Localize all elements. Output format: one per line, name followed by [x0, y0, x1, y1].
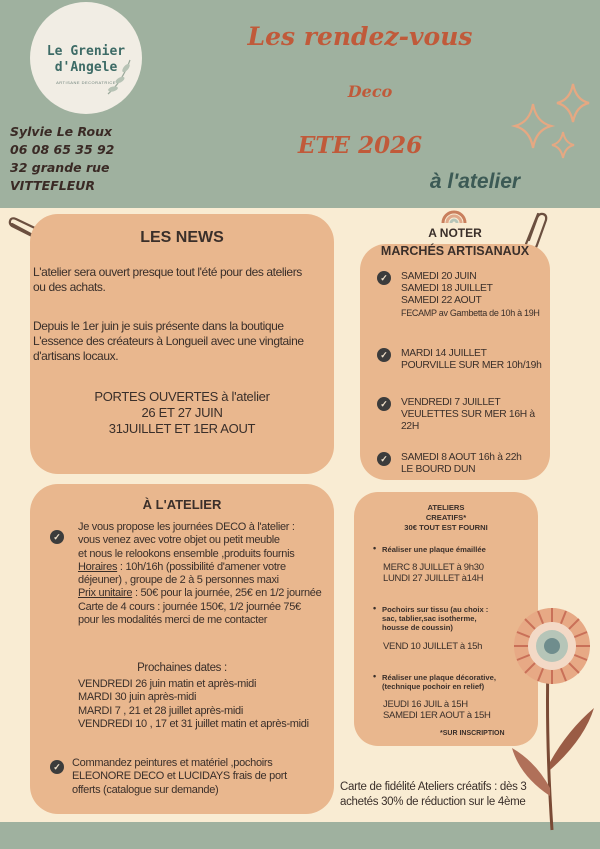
order-line: Commandez peintures et matériel ,pochoirs — [72, 757, 273, 769]
bullet-icon: • — [373, 543, 377, 553]
open-days-date: 26 ET 27 JUIN — [141, 405, 223, 420]
check-icon: ✓ — [377, 271, 391, 285]
workshop-text-line: Carte de 4 cours : journée 150€, 1/2 journée 75€ — [78, 600, 301, 613]
news-paragraph-1 — [33, 265, 333, 295]
creative-heading-line: Réaliser une plaque décorative, — [382, 673, 496, 682]
check-icon: ✓ — [377, 452, 391, 466]
creative-block-heading — [382, 545, 532, 554]
page-season: ETE 2026 — [297, 132, 423, 159]
market-line: VENDREDI 7 JUILLET — [401, 397, 501, 408]
creative-title-line: ATELIERS — [427, 503, 465, 512]
workshop-description — [78, 521, 332, 627]
news-text-line: ou des achats. — [33, 280, 106, 294]
open-days — [30, 389, 334, 437]
order-info — [72, 757, 332, 797]
contact-phone[interactable]: 06 08 65 35 92 — [10, 142, 115, 157]
market-line: SAMEDI 18 JUILLET — [401, 283, 493, 294]
creative-workshops-title — [354, 503, 538, 533]
creative-heading-line: Pochoirs sur tissu (au choix : — [382, 605, 489, 614]
bullet-icon: • — [373, 671, 377, 681]
market-line: MARDI 14 JUILLET — [401, 348, 487, 359]
market-item — [401, 452, 551, 476]
contact-city: VITTEFLEUR — [10, 178, 96, 193]
market-item — [401, 348, 551, 372]
creative-date-line: SAMEDI 1ER AOUT à 15H — [383, 710, 491, 721]
price-label: Prix unitaire — [78, 587, 133, 600]
page-location: à l'atelier — [429, 170, 521, 193]
check-icon: ✓ — [50, 530, 64, 544]
rainbow-icon — [440, 204, 468, 224]
workshop-text-line: déjeuner) , groupe de 2 à 5 personnes maxi — [78, 574, 279, 587]
check-icon: ✓ — [377, 397, 391, 411]
market-line: VEULETTES SUR MER 16H à 22H — [401, 409, 535, 432]
creative-date-line: MERC 8 JUILLET à 9h30 — [383, 562, 484, 573]
market-line: LE BOURD DUN — [401, 464, 476, 475]
markets-note: A NOTER — [428, 226, 482, 240]
creative-date-line: LUNDI 27 JUILLET à14H — [383, 573, 484, 584]
logo-line-2: d'Angele — [54, 60, 118, 75]
sparkle-icon — [505, 78, 600, 178]
check-icon: ✓ — [377, 348, 391, 362]
next-dates-list — [78, 678, 332, 731]
contact-street: 32 grande rue — [10, 160, 110, 175]
creative-heading-line: housse de coussin) — [382, 623, 453, 632]
creative-heading-line: Réaliser une plaque émaillée — [382, 545, 486, 554]
workshop-hours — [78, 561, 332, 574]
creative-heading-line: (technique pochoir en relief) — [382, 682, 485, 691]
date-line: VENDREDI 26 juin matin et après-midi — [78, 678, 257, 690]
next-dates-title: Prochaines dates : — [137, 662, 227, 674]
hours-label: Horaires — [78, 560, 118, 573]
loyalty-card — [340, 780, 570, 810]
contact-name: Sylvie Le Roux — [10, 124, 113, 139]
workshop-price — [78, 587, 332, 600]
market-line: SAMEDI 22 AOUT — [401, 295, 482, 306]
date-line: MARDI 30 juin après-midi — [78, 691, 197, 704]
creative-block-dates — [383, 562, 533, 584]
workshop-text-line: vous venez avec votre objet ou petit meuble — [78, 534, 280, 547]
check-icon: ✓ — [50, 760, 64, 774]
open-days-title: PORTES OUVERTES à l'atelier — [94, 389, 270, 404]
news-text-line: L'atelier sera ouvert presque tout l'été pour des ateliers — [33, 265, 302, 279]
creative-title-line: CREATIFS* — [425, 513, 467, 522]
market-line: SAMEDI 8 AOUT 16h à 22h — [401, 452, 522, 463]
workshop-title: À L'ATELIER — [142, 497, 222, 512]
market-item — [401, 271, 551, 319]
market-item — [401, 397, 551, 433]
creative-date-line: VEND 10 JUILLET à 15h — [383, 641, 483, 652]
loyalty-line: Carte de fidélité Ateliers créatifs : dès 3 — [340, 781, 527, 793]
open-days-date: 31JUILLET ET 1ER AOUT — [108, 421, 256, 436]
logo-line-1: Le Grenier — [46, 44, 126, 59]
market-line: SAMEDI 20 JUIN — [401, 271, 477, 282]
date-line: VENDREDI 10 , 17 et 31 juillet matin et après-midi — [78, 717, 309, 730]
creative-title-line: 30€ TOUT EST FOURNI — [404, 523, 488, 532]
price-text: : 50€ pour la journée, 25€ en 1/2 journée — [132, 587, 322, 600]
hours-text: : 10h/16h (possibilité d'amener votre — [117, 560, 286, 573]
loyalty-line: achetés 30% de réduction sur le 4ème — [340, 796, 526, 808]
registration-note: *SUR INSCRIPTION — [440, 730, 505, 737]
logo-tagline: ARTISANE DECORATRICE — [56, 80, 116, 85]
creative-heading-line: sac, tablier,sac isotherme, — [382, 614, 477, 623]
page-title: Les rendez-vous — [247, 22, 473, 51]
workshop-text-line: Je vous propose les journées DECO à l'atelier : — [78, 521, 295, 533]
date-line: MARDI 7 , 21 et 28 juillet après-midi — [78, 704, 243, 717]
market-line: FECAMP av Gambetta de 10h à 19H — [401, 308, 540, 318]
news-title: LES NEWS — [140, 229, 224, 246]
market-line: POURVILLE SUR MER 10h/19h — [401, 360, 542, 371]
news-text-line: d'artisans locaux. — [33, 349, 119, 363]
order-line: ELEONORE DECO et LUCIDAYS frais de port — [72, 770, 287, 783]
markets-title: MARCHÉS ARTISANAUX — [380, 244, 530, 258]
news-text-line: Depuis le 1er juin je suis présente dans la boutique — [33, 319, 284, 333]
logo — [30, 2, 142, 114]
creative-date-line: JEUDI 16 JUIL à 15H — [383, 699, 468, 710]
workshop-text-line: pour les modalités merci de me contacter — [78, 614, 268, 627]
news-text-line: L'essence des créateurs à Longueil avec une vingtaine — [33, 334, 304, 348]
workshop-text-line: et nous le relookons ensemble ,produits fournis — [78, 547, 295, 560]
bullet-icon: • — [373, 603, 377, 613]
news-paragraph-2 — [33, 319, 333, 364]
page-subtitle-deco: Deco — [347, 82, 393, 101]
order-line: offerts (catalogue sur demande) — [72, 783, 219, 796]
